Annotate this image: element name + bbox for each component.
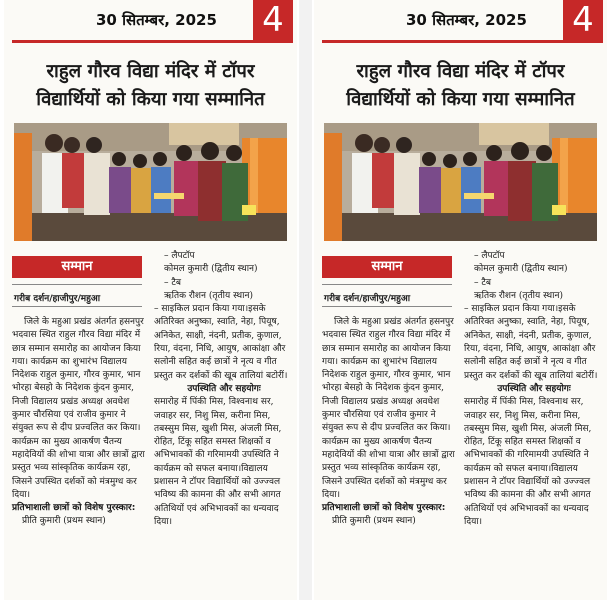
article-paragraph: जिले के महुआ प्रखंड अंतर्गत हसनपुर भदवास स्थित राहुल गौरव विद्या मंदिर में छात्र सम्मान समारोह का आयोजन किया गया। कार्यक्रम का शुभारंभ विद्यालय निदेशक राहुल कुमार, गौरव कुमार, भान भोरहा बेसहो के निदेशक कुंदन कुमार, निजी विद्यालय प्रखंड अध्यक्ष अवधेश कुमार चौरसिया एवं राजीव कुमार ने संयुक्त रूप से दीप प्रज्वलित कर किया।कार्यक्रम का मुख्य आकर्षण चैतन्य महादेवियों की शोभा यात्रा और छात्रों द्वारा प्रस्तुत भव्य सांस्कृतिक कार्यक्रम रहा, जिसने उपस्थित दर्शकों को मंत्रमुग्ध कर दिया। bbox=[322, 317, 455, 500]
page-number-box: 4 bbox=[563, 0, 603, 40]
headline-line-1: राहुल गौरव विद्या मंदिर में टॉपर bbox=[46, 61, 255, 82]
award-tab: – टैब bbox=[474, 277, 492, 288]
section-badge: सम्मान bbox=[12, 256, 142, 278]
award-second: कोमल कुमारी (द्वितीय स्थान) bbox=[474, 264, 568, 275]
dateline: गरीब दर्शन/हाजीपुर/महुआ bbox=[324, 294, 411, 304]
headline-line-2: विद्यार्थियों को किया गया सम्मानित bbox=[36, 89, 265, 110]
dateline-rule-top bbox=[12, 284, 142, 285]
event-photo bbox=[14, 123, 287, 241]
awards-subheading: प्रतिभाशाली छात्रों को विशेष पुरस्कार: bbox=[322, 503, 446, 514]
newspaper-clipping-duplicate bbox=[314, 0, 607, 600]
award-laptop: – लैपटॉप bbox=[164, 251, 195, 261]
award-third: ऋतिक रौशन (तृतीय स्थान) bbox=[164, 290, 253, 301]
article-column-2 bbox=[154, 250, 294, 529]
dateline-rule-bottom bbox=[12, 306, 142, 307]
award-tab: – टैब bbox=[164, 277, 182, 288]
masthead-rule bbox=[322, 40, 603, 43]
award-third: ऋतिक रौशन (तृतीय स्थान) bbox=[474, 290, 563, 301]
dateline-rule-top bbox=[322, 284, 452, 285]
edition-date: 30 सितम्बर, 2025 bbox=[406, 11, 527, 29]
award-first: प्रीति कुमारी (प्रथम स्थान) bbox=[22, 516, 106, 527]
headline-line-1: राहुल गौरव विद्या मंदिर में टॉपर bbox=[356, 61, 565, 82]
section-badge: सम्मान bbox=[322, 256, 452, 278]
page-number-box: 4 bbox=[253, 0, 293, 40]
attendance-subheading: उपस्थिति और सहयोगः bbox=[187, 383, 261, 394]
dateline-rule-bottom bbox=[322, 306, 452, 307]
headline bbox=[314, 58, 607, 114]
article-column-1 bbox=[322, 316, 458, 529]
award-first: प्रीति कुमारी (प्रथम स्थान) bbox=[332, 516, 416, 527]
article-paragraph: – साइकिल प्रदान किया गया।इसके अतिरिक्त अनुष्का, स्वाति, नेहा, पियूष, अनिकेत, साक्षी, नंदनी, प्रतीक, कुणाल, रिया, वंदना, निधि, आयुष, आकांक्षा और सलोनी सहित कई छात्रों ने नृत्य व गीत प्रस्तुत कर दर्शकों की खूब तालियां बटोरीं। bbox=[154, 304, 288, 381]
article-paragraph: जिले के महुआ प्रखंड अंतर्गत हसनपुर भदवास स्थित राहुल गौरव विद्या मंदिर में छात्र सम्मान समारोह का आयोजन किया गया। कार्यक्रम का शुभारंभ विद्यालय निदेशक राहुल कुमार, गौरव कुमार, भान भोरहा बेसहो के निदेशक कुंदन कुमार, निजी विद्यालय प्रखंड अध्यक्ष अवधेश कुमार चौरसिया एवं राजीव कुमार ने संयुक्त रूप से दीप प्रज्वलित कर किया।कार्यक्रम का मुख्य आकर्षण चैतन्य महादेवियों की शोभा यात्रा और छात्रों द्वारा प्रस्तुत भव्य सांस्कृतिक कार्यक्रम रहा, जिसने उपस्थित दर्शकों को मंत्रमुग्ध कर दिया। bbox=[12, 317, 145, 500]
awards-subheading: प्रतिभाशाली छात्रों को विशेष पुरस्कार: bbox=[12, 503, 136, 514]
newspaper-clipping bbox=[4, 0, 297, 600]
headline-line-2: विद्यार्थियों को किया गया सम्मानित bbox=[346, 89, 575, 110]
edition-date: 30 सितम्बर, 2025 bbox=[96, 11, 217, 29]
masthead-rule bbox=[12, 40, 293, 43]
article-column-2 bbox=[464, 250, 604, 529]
article-paragraph: समारोह में पिंकी मिस, विश्वनाथ सर, जवाहर सर, निशु मिस, करीना मिस, तबस्सुम मिस, खुशी मिस, अंजली मिस, रोहित, टिंकू सहित समस्त शिक्षकों व अभिभावकों की गरिमामयी उपस्थिति ने कार्यक्रम को सफल बनाया।विद्यालय प्रशासन ने टॉपर विद्यार्थियों को उज्ज्वल भविष्य की कामना की और सभी आगत अतिथियों एवं अभिभावकों का धन्यवाद दिया। bbox=[464, 397, 592, 527]
award-second: कोमल कुमारी (द्वितीय स्थान) bbox=[164, 264, 258, 275]
event-photo bbox=[324, 123, 597, 241]
dateline: गरीब दर्शन/हाजीपुर/महुआ bbox=[14, 294, 101, 304]
page-gutter bbox=[299, 0, 312, 600]
article-paragraph: समारोह में पिंकी मिस, विश्वनाथ सर, जवाहर सर, निशु मिस, करीना मिस, तबस्सुम मिस, खुशी मिस, अंजली मिस, रोहित, टिंकू सहित समस्त शिक्षकों व अभिभावकों की गरिमामयी उपस्थिति ने कार्यक्रम को सफल बनाया।विद्यालय प्रशासन ने टॉपर विद्यार्थियों को उज्ज्वल भविष्य की कामना की और सभी आगत अतिथियों एवं अभिभावकों का धन्यवाद दिया। bbox=[154, 397, 282, 527]
article-paragraph: – साइकिल प्रदान किया गया।इसके अतिरिक्त अनुष्का, स्वाति, नेहा, पियूष, अनिकेत, साक्षी, नंदनी, प्रतीक, कुणाल, रिया, वंदना, निधि, आयुष, आकांक्षा और सलोनी सहित कई छात्रों ने नृत्य व गीत प्रस्तुत कर दर्शकों की खूब तालियां बटोरीं। bbox=[464, 304, 598, 381]
headline bbox=[4, 58, 297, 114]
award-laptop: – लैपटॉप bbox=[474, 251, 505, 261]
attendance-subheading: उपस्थिति और सहयोगः bbox=[497, 383, 571, 394]
article-column-1 bbox=[12, 316, 148, 529]
